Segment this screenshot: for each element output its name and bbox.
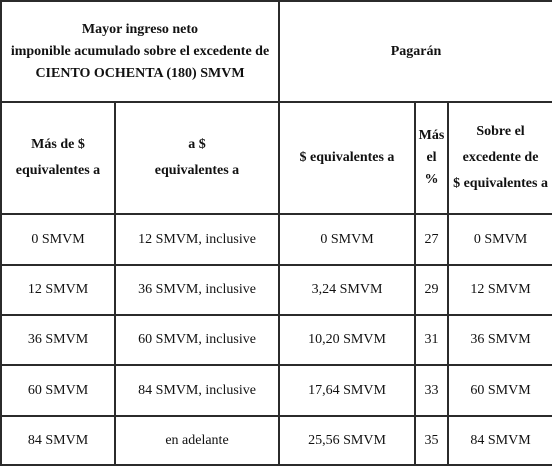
col-header-mas-pct-line-1: Más xyxy=(418,128,445,143)
table-row xyxy=(1,315,552,365)
cell-a: 60 SMVM, inclusive xyxy=(115,315,279,365)
cell-sobre: 0 SMVM xyxy=(448,214,552,265)
cell-a: 36 SMVM, inclusive xyxy=(115,265,279,315)
cell-a: 84 SMVM, inclusive xyxy=(115,365,279,416)
col-header-a-line-1: a $ xyxy=(188,137,206,152)
cell-sobre: 12 SMVM xyxy=(448,265,552,315)
col-header-mas-pct-line-2: el % xyxy=(424,150,439,187)
table-row xyxy=(1,265,552,315)
cell-pesos: 25,56 SMVM xyxy=(279,416,415,465)
cell-mas-de: 36 SMVM xyxy=(1,315,115,365)
cell-mas-pct: 33 xyxy=(415,365,448,416)
table-row xyxy=(1,214,552,265)
header-income-line-3: CIENTO OCHENTA (180) SMVM xyxy=(35,65,245,81)
col-header-a-line-2: equivalentes a xyxy=(154,163,240,178)
cell-mas-de: 84 SMVM xyxy=(1,416,115,465)
column-header-row xyxy=(1,102,552,214)
cell-mas-pct: 27 xyxy=(415,214,448,265)
cell-mas-de: 0 SMVM xyxy=(1,214,115,265)
cell-pesos: 17,64 SMVM xyxy=(279,365,415,416)
col-header-sobre-line-1: Sobre el xyxy=(476,124,525,139)
header-pagaran: Pagarán xyxy=(279,1,552,102)
cell-sobre: 36 SMVM xyxy=(448,315,552,365)
col-header-sobre-line-3: $ equivalentes a xyxy=(453,176,548,191)
col-header-pesos-line-1: $ equivalentes a xyxy=(299,150,395,165)
col-header-mas-pct xyxy=(415,102,448,214)
cell-sobre: 60 SMVM xyxy=(448,365,552,416)
cell-sobre: 84 SMVM xyxy=(448,416,552,465)
col-header-sobre xyxy=(448,102,552,214)
col-header-a xyxy=(115,102,279,214)
cell-mas-de: 12 SMVM xyxy=(1,265,115,315)
header-income-range xyxy=(1,1,279,102)
col-header-mas-de-line-1: Más de $ xyxy=(31,137,85,152)
cell-a: 12 SMVM, inclusive xyxy=(115,214,279,265)
col-header-mas-de xyxy=(1,102,115,214)
cell-pesos: 0 SMVM xyxy=(279,214,415,265)
table-row xyxy=(1,365,552,416)
col-header-sobre-line-2: excedente de xyxy=(462,150,539,165)
col-header-mas-de-line-2: equivalentes a xyxy=(15,163,101,178)
cell-pesos: 10,20 SMVM xyxy=(279,315,415,365)
header-income-line-2: imponible acumulado sobre el excedente de xyxy=(10,43,270,59)
header-income-line-1: Mayor ingreso neto xyxy=(81,21,199,37)
table-row xyxy=(1,416,552,465)
col-header-pesos xyxy=(279,102,415,214)
cell-mas-pct: 31 xyxy=(415,315,448,365)
cell-mas-de: 60 SMVM xyxy=(1,365,115,416)
cell-mas-pct: 35 xyxy=(415,416,448,465)
cell-pesos: 3,24 SMVM xyxy=(279,265,415,315)
cell-mas-pct: 29 xyxy=(415,265,448,315)
cell-a: en adelante xyxy=(115,416,279,465)
header-group-row xyxy=(1,1,552,102)
